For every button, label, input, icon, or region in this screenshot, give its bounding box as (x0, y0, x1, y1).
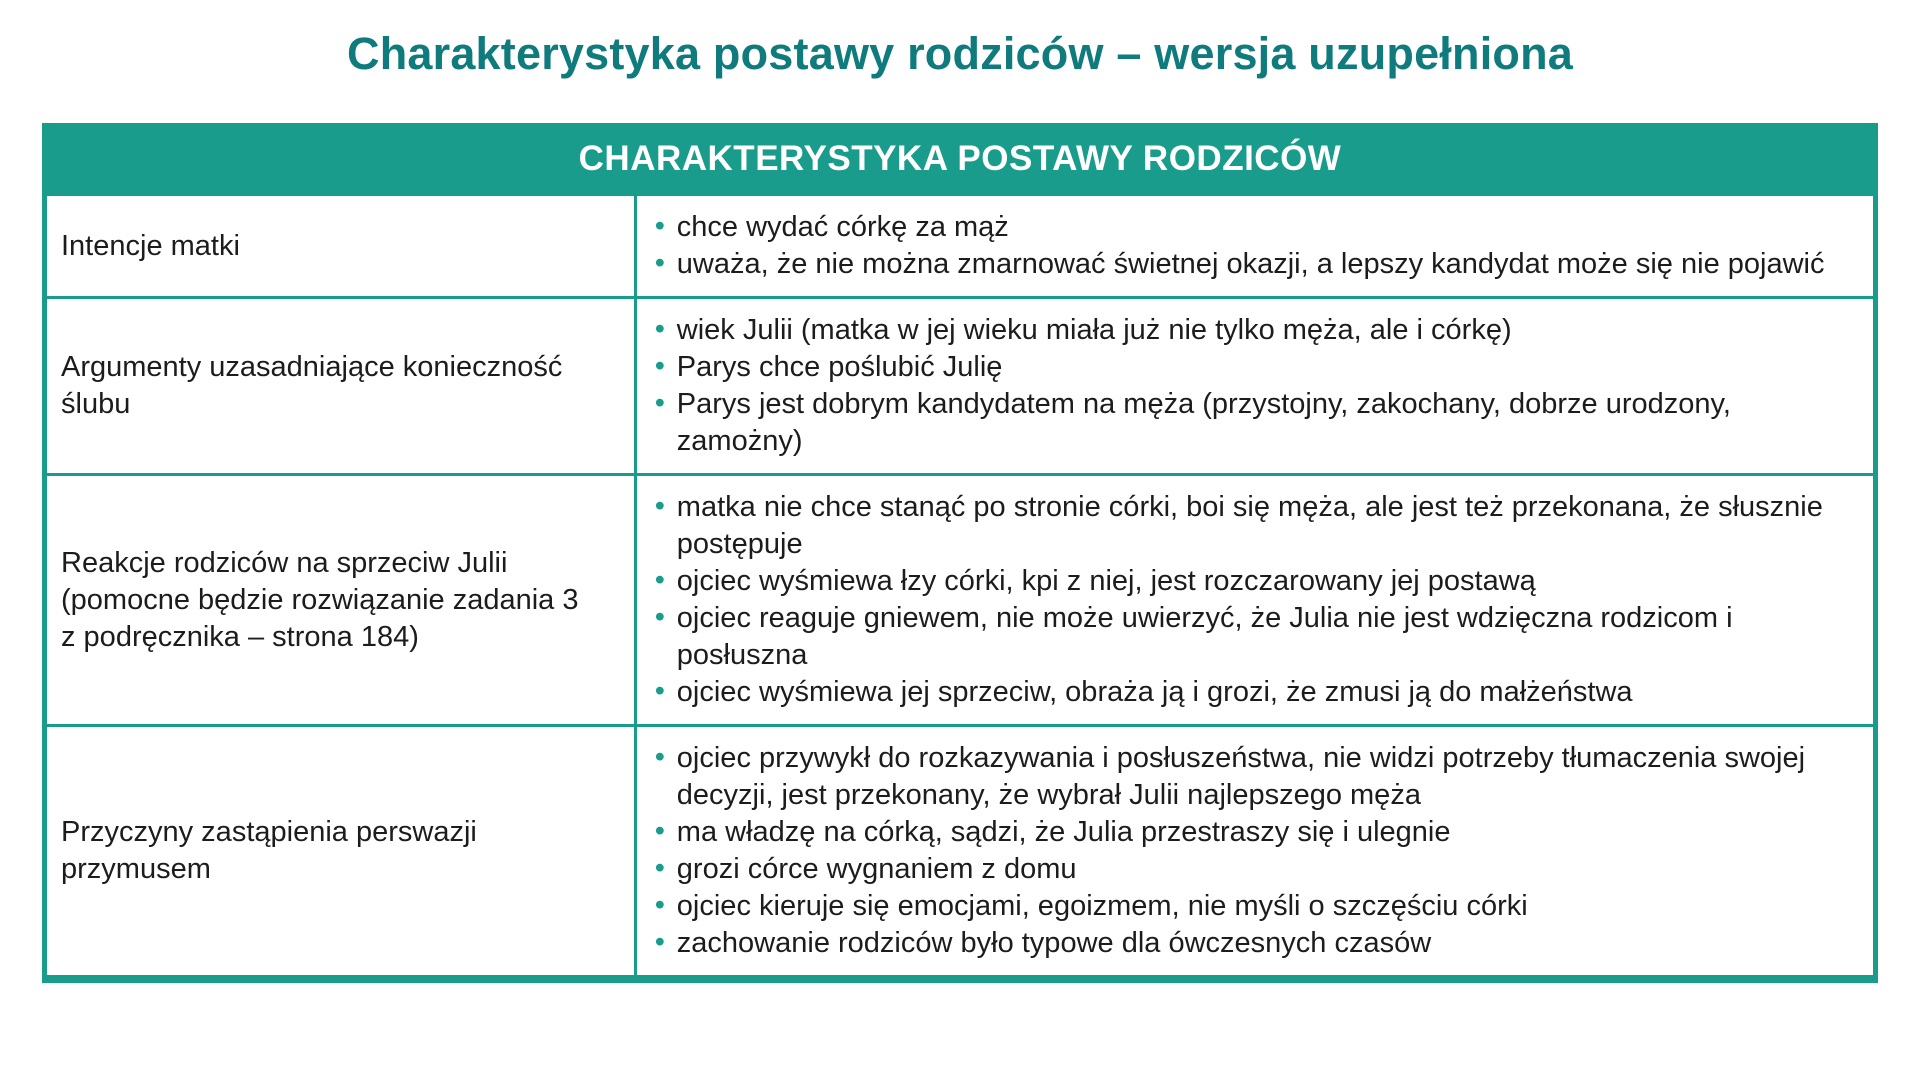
bullet-item: • matka nie chce stanąć po stronie córki, boi się męża, ale jest też przekonana, że słusznie postępuje (655, 489, 1849, 563)
row-label: Argumenty uzasadniające konieczność ślubu (47, 299, 637, 473)
page-title: Charakterystyka postawy rodziców – wersja uzupełniona (347, 28, 1573, 79)
bullet-item: • wiek Julii (matka w jej wieku miała już nie tylko męża, ale i córkę) (655, 312, 1849, 349)
bullet-item: • ojciec reaguje gniewem, nie może uwierzyć, że Julia nie jest wdzięczna rodzicom i posłuszna (655, 600, 1849, 674)
bullet-list (655, 312, 1849, 460)
row-content (637, 196, 1873, 296)
bullet-item: • ojciec wyśmiewa jej sprzeciw, obraża ją i grozi, że zmusi ją do małżeństwa (655, 674, 1849, 711)
row-content (637, 727, 1873, 975)
row-label: Intencje matki (47, 196, 637, 296)
bullet-item: • Parys jest dobrym kandydatem na męża (przystojny, zakochany, dobrze urodzony, zamożny) (655, 386, 1849, 460)
bullet-list (655, 489, 1849, 711)
bullet-item: • zachowanie rodziców było typowe dla ówczesnych czasów (655, 925, 1849, 962)
row-label: Przyczyny zastąpienia perswazji przymusem (47, 727, 637, 975)
bullet-item: • ojciec kieruje się emocjami, egoizmem, nie myśli o szczęściu córki (655, 888, 1849, 925)
bullet-list (655, 209, 1849, 283)
table-row (47, 296, 1873, 473)
bullet-item: • grozi córce wygnaniem z domu (655, 851, 1849, 888)
parents-attitude-table (42, 123, 1878, 983)
bullet-item: • ojciec przywykł do rozkazywania i posłuszeństwa, nie widzi potrzeby tłumaczenia swojej decyzji, jest przekonany, że wybrał Julii najlepszego męża (655, 740, 1849, 814)
bullet-item: • ma władzę na córką, sądzi, że Julia przestraszy się i ulegnie (655, 814, 1849, 851)
bullet-list (655, 740, 1849, 962)
table-body (47, 196, 1873, 975)
row-content (637, 476, 1873, 724)
bullet-item: • chce wydać córkę za mąż (655, 209, 1849, 246)
bullet-item: • Parys chce poślubić Julię (655, 349, 1849, 386)
table-header: CHARAKTERYSTYKA POSTAWY RODZICÓW (47, 123, 1873, 196)
row-content (637, 299, 1873, 473)
bullet-item: • uważa, że nie można zmarnować świetnej okazji, a lepszy kandydat może się nie pojawić (655, 246, 1849, 283)
row-label: Reakcje rodziców na sprzeciw Julii (pomocne będzie rozwiązanie zadania 3 z podręcznika – strona 184) (47, 476, 637, 724)
table-row (47, 473, 1873, 724)
table-row (47, 724, 1873, 975)
table-row (47, 196, 1873, 296)
bullet-item: • ojciec wyśmiewa łzy córki, kpi z niej, jest rozczarowany jej postawą (655, 563, 1849, 600)
